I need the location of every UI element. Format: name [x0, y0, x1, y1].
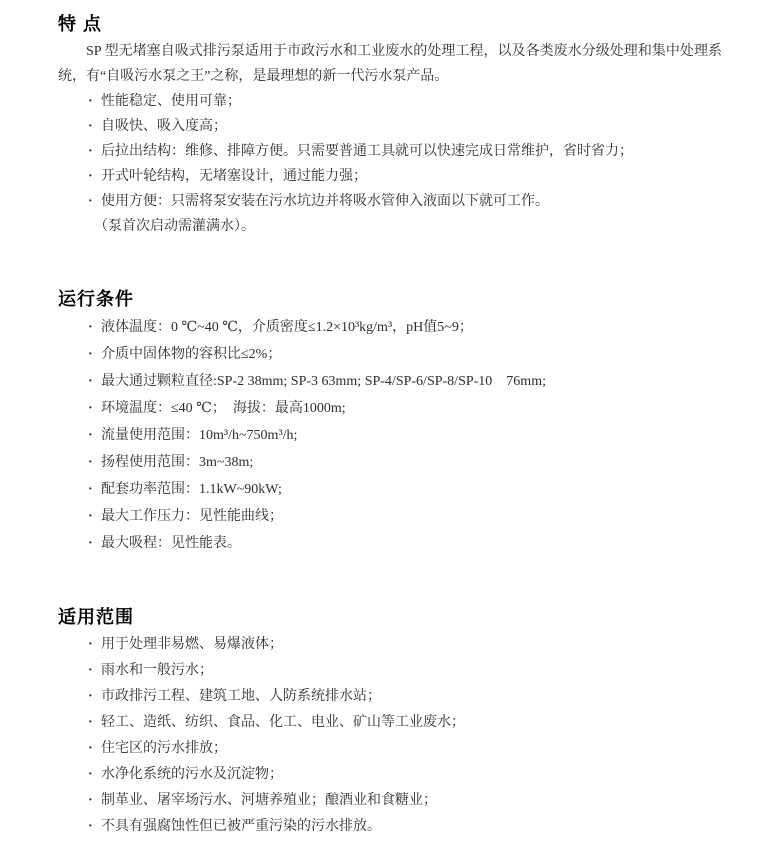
- bullet-text: 最大通过颗粒直径:SP-2 38mm; SP-3 63mm; SP-4/SP-6/SP-8/SP-10 76mm;: [101, 374, 546, 389]
- bullet-item: [88, 503, 722, 530]
- bullet-text: 流量使用范围：10m³/h~750m³/h;: [101, 428, 298, 443]
- bullet-dot: ·: [88, 347, 93, 362]
- bullet-item: [88, 422, 722, 449]
- section-title-features: 特 点: [58, 14, 103, 34]
- bullet-item: [88, 89, 722, 114]
- bullet-dot: ·: [88, 536, 93, 551]
- bullet-text: 液体温度：0 ℃~40 ℃，介质密度≤1.2×10³kg/m³，pH值5~9；: [101, 320, 473, 335]
- bullet-item: [88, 684, 722, 710]
- bullet-dot: ·: [88, 715, 93, 730]
- operating-conditions-bullet-list: [58, 314, 722, 557]
- features-bullet-list: [58, 89, 722, 214]
- bullet-text: 雨水和一般污水；: [101, 663, 213, 678]
- bullet-dot: ·: [88, 194, 93, 209]
- bullet-item: [88, 449, 722, 476]
- bullet-dot: ·: [88, 793, 93, 808]
- bullet-text: 制革业、屠宰场污水、河塘养殖业；酿酒业和食糖业；: [101, 793, 437, 808]
- section-title-application-scope: 适用范围: [58, 607, 134, 627]
- section-title-operating-conditions: 运行条件: [58, 289, 134, 309]
- bullet-item: [88, 114, 722, 139]
- bullet-text: 轻工、造纸、纺织、食品、化工、电业、矿山等工业废水；: [101, 715, 465, 730]
- bullet-text: 不具有强腐蚀性但已被严重污染的污水排放。: [101, 819, 381, 834]
- bullet-text: 开式叶轮结构，无堵塞设计，通过能力强；: [101, 169, 367, 184]
- bullet-text: 自吸快、吸入度高；: [101, 119, 227, 134]
- bullet-dot: ·: [88, 144, 93, 159]
- bullet-item: [88, 710, 722, 736]
- bullet-text: 最大吸程：见性能表。: [101, 536, 241, 551]
- bullet-text: 市政排污工程、建筑工地、人防系统排水站；: [101, 689, 381, 704]
- bullet-dot: ·: [88, 767, 93, 782]
- section-features: [58, 12, 722, 239]
- application-scope-bullet-list: [58, 632, 722, 840]
- bullet-item: [88, 476, 722, 503]
- bullet-dot: ·: [88, 509, 93, 524]
- bullet-item: [88, 189, 722, 214]
- bullet-item: [88, 762, 722, 788]
- bullet-text: 使用方便：只需将泵安装在污水坑边并将吸水管伸入液面以下就可工作。: [101, 194, 549, 209]
- bullet-item: [88, 139, 722, 164]
- bullet-text: 环境温度：≤40 ℃； 海拔：最高1000m;: [101, 401, 346, 416]
- bullet-dot: ·: [88, 374, 93, 389]
- bullet-text: 水净化系统的污水及沉淀物；: [101, 767, 283, 782]
- bullet-text: 后拉出结构：维修、排障方便。只需要普通工具就可以快速完成日常维护，省时省力；: [101, 144, 633, 159]
- bullet-text: 配套功率范围：1.1kW~90kW;: [101, 482, 282, 497]
- bullet-dot: ·: [88, 455, 93, 470]
- bullet-dot: ·: [88, 819, 93, 834]
- bullet-item: [88, 530, 722, 557]
- bullet-item: [88, 658, 722, 684]
- bullet-dot: ·: [88, 401, 93, 416]
- section-application-scope: [58, 605, 722, 840]
- bullet-dot: ·: [88, 482, 93, 497]
- bullet-item: [88, 341, 722, 368]
- section-operating-conditions: [58, 287, 722, 557]
- bullet-text: 性能稳定、使用可靠；: [101, 94, 241, 109]
- bullet-text: 最大工作压力：见性能曲线；: [101, 509, 283, 524]
- bullet-item: [88, 814, 722, 840]
- bullet-dot: ·: [88, 663, 93, 678]
- bullet-dot: ·: [88, 741, 93, 756]
- bullet-dot: ·: [88, 119, 93, 134]
- bullet-dot: ·: [88, 320, 93, 335]
- features-intro-paragraph: SP 型无堵塞自吸式排污泵适用于市政污水和工业废水的处理工程，以及各类废水分级处理和集中处理系统，有“自吸污水泵之王”之称，是最理想的新一代污水泵产品。: [58, 44, 722, 84]
- bullet-item: [88, 736, 722, 762]
- bullet-item: [88, 788, 722, 814]
- bullet-dot: ·: [88, 428, 93, 443]
- features-note: （泵首次启动需灌满水）。: [94, 219, 255, 234]
- bullet-dot: ·: [88, 94, 93, 109]
- bullet-text: 扬程使用范围：3m~38m;: [101, 455, 254, 470]
- bullet-item: [88, 368, 722, 395]
- bullet-text: 介质中固体物的容积比≤2%；: [101, 347, 282, 362]
- bullet-item: [88, 632, 722, 658]
- bullet-dot: ·: [88, 689, 93, 704]
- bullet-dot: ·: [88, 169, 93, 184]
- bullet-item: [88, 395, 722, 422]
- bullet-text: 住宅区的污水排放；: [101, 741, 227, 756]
- bullet-item: [88, 164, 722, 189]
- bullet-item: [88, 314, 722, 341]
- bullet-dot: ·: [88, 637, 93, 652]
- bullet-text: 用于处理非易燃、易爆液体；: [101, 637, 283, 652]
